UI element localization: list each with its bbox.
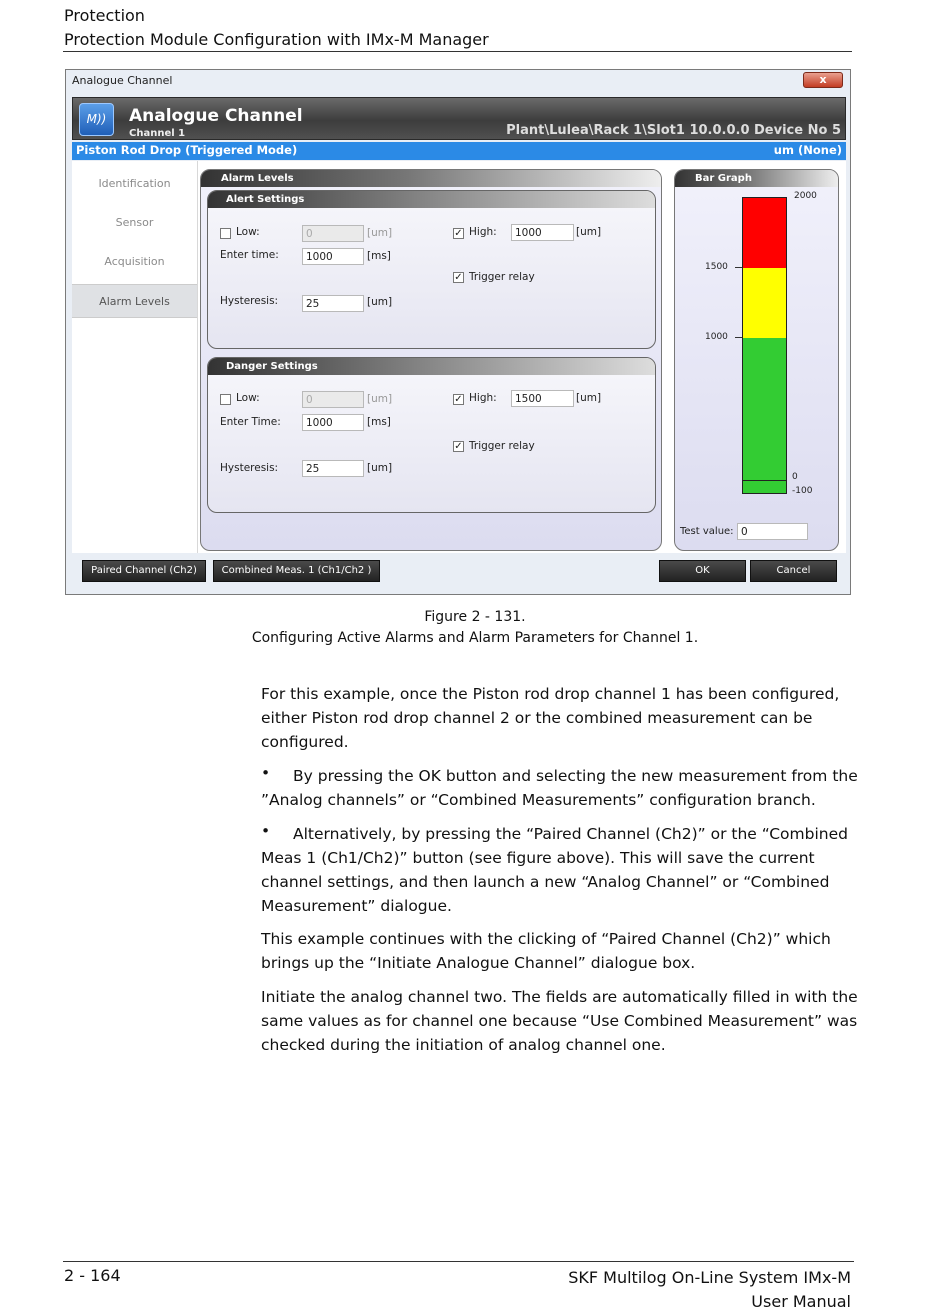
- danger-trigger-relay-label: Trigger relay: [469, 440, 535, 452]
- alert-high-checkbox[interactable]: ✓: [454, 228, 463, 239]
- alert-zone: [743, 268, 786, 338]
- tick-label-0: 0: [792, 472, 798, 482]
- paragraph-2: This example continues with the clicking of “Paired Channel (Ch2)” which brings up the “Initiate Analogue Channel” dialogue box.: [261, 930, 831, 972]
- alarm-levels-panel: [200, 169, 662, 551]
- ok-button[interactable]: OK: [659, 560, 746, 582]
- level-bar: [742, 197, 787, 494]
- danger-high-input[interactable]: 1500: [511, 390, 574, 407]
- settings-nav: [72, 161, 198, 553]
- danger-settings-title: Danger Settings: [208, 358, 655, 375]
- banner-title: Analogue Channel: [129, 106, 303, 126]
- header-divider: [63, 51, 852, 52]
- danger-low-unit: [um]: [367, 393, 393, 405]
- nav-item-alarm-levels[interactable]: Alarm Levels: [72, 284, 197, 318]
- paragraph-1: For this example, once the Piston rod drop channel 1 has been configured, either Piston rod drop channel 2 or the combined measurement can be configured.: [261, 685, 840, 751]
- measurement-unit: um (None): [773, 143, 842, 157]
- paragraph-3: Initiate the analog channel two. The fields are automatically filled in with the same values as for channel one because “Use Combined Measurement” was checked during the initiation of analog channel one.: [261, 988, 858, 1054]
- alert-low-input[interactable]: 0: [302, 225, 364, 242]
- danger-high-checkbox[interactable]: ✓: [454, 394, 463, 405]
- alert-enter-time-unit: [ms]: [367, 250, 391, 262]
- tick-label-1000: 1000: [705, 332, 728, 342]
- danger-trigger-relay-checkbox[interactable]: ✓: [454, 441, 463, 452]
- zero-line: [743, 480, 786, 481]
- footer-divider: [63, 1261, 854, 1262]
- bullet-icon: •: [261, 764, 271, 782]
- page-number: 2 - 164: [64, 1266, 121, 1285]
- danger-hysteresis-input[interactable]: 25: [302, 460, 364, 477]
- alert-trigger-relay-label: Trigger relay: [469, 271, 535, 283]
- footer-doc-name: User Manual: [751, 1292, 851, 1311]
- tick-label-1500: 1500: [705, 262, 728, 272]
- header-chapter-title: Protection Module Configuration with IMx-M Manager: [64, 30, 489, 49]
- alert-enter-time-label: Enter time:: [220, 249, 279, 261]
- test-value-label: Test value:: [680, 526, 734, 537]
- signal-logo-icon: M)): [79, 103, 114, 136]
- tick-mark-1000: [735, 337, 742, 338]
- combined-meas-button[interactable]: Combined Meas. 1 (Ch1/Ch2 ): [213, 560, 380, 582]
- danger-hysteresis-unit: [um]: [367, 462, 393, 474]
- dialog-banner: [72, 97, 846, 140]
- tick-label-2000: 2000: [794, 191, 817, 201]
- danger-hysteresis-label: Hysteresis:: [220, 462, 279, 474]
- danger-low-label: Low:: [236, 392, 260, 404]
- bar-graph-panel: [674, 169, 839, 551]
- header-section-title: Protection: [64, 6, 145, 25]
- tick-mark-1500: [735, 267, 742, 268]
- analogue-channel-dialog: [65, 69, 851, 595]
- alert-settings-group: [207, 190, 656, 349]
- danger-enter-time-input[interactable]: 1000: [302, 414, 364, 431]
- alert-high-input[interactable]: 1000: [511, 224, 574, 241]
- alert-high-label: High:: [469, 226, 497, 238]
- alert-enter-time-input[interactable]: 1000: [302, 248, 364, 265]
- cancel-button[interactable]: Cancel: [750, 560, 837, 582]
- alert-low-checkbox[interactable]: [220, 228, 231, 239]
- device-path: Plant\Lulea\Rack 1\Slot1 10.0.0.0 Device No 5: [506, 123, 841, 138]
- window-title: Analogue Channel: [72, 74, 173, 87]
- bullet-icon: •: [261, 822, 271, 840]
- danger-settings-group: [207, 357, 656, 513]
- bar-graph-title: Bar Graph: [675, 170, 838, 187]
- banner-subtitle: Channel 1: [129, 128, 186, 139]
- figure-number: Figure 2 - 131.: [424, 609, 526, 625]
- danger-high-label: High:: [469, 392, 497, 404]
- alert-hysteresis-input[interactable]: 25: [302, 295, 364, 312]
- tick-label-minus-100: -100: [792, 486, 813, 496]
- nav-item-identification[interactable]: Identification: [98, 177, 171, 190]
- bullet-item-2: Alternatively, by pressing the “Paired Channel (Ch2)” or the “Combined Meas 1 (Ch1/Ch2)” button (see figure above). This will save the current channel settings, and then launch a new “Analog Channel” or “Combined Measurement” dialogue.: [261, 825, 848, 915]
- figure-caption: Configuring Active Alarms and Alarm Parameters for Channel 1.: [251, 630, 699, 646]
- alert-low-label: Low:: [236, 226, 260, 238]
- danger-zone: [743, 198, 786, 268]
- danger-enter-time-label: Enter Time:: [220, 416, 281, 428]
- alert-hysteresis-label: Hysteresis:: [220, 295, 279, 307]
- alert-high-unit: [um]: [576, 226, 602, 238]
- footer-product-name: SKF Multilog On-Line System IMx-M: [568, 1268, 851, 1287]
- bullet-item-1: By pressing the OK button and selecting the new measurement from the ”Analog channels” or “Combined Measurements” configuration branch.: [261, 767, 858, 809]
- alert-low-unit: [um]: [367, 227, 393, 239]
- footer-product: [568, 1266, 851, 1314]
- nav-item-sensor[interactable]: Sensor: [115, 216, 154, 229]
- dialog-main-area: [72, 161, 846, 553]
- danger-high-unit: [um]: [576, 392, 602, 404]
- test-value-input[interactable]: 0: [737, 523, 808, 540]
- measurement-bar: [72, 142, 846, 160]
- danger-low-input[interactable]: 0: [302, 391, 364, 408]
- danger-low-checkbox[interactable]: [220, 394, 231, 405]
- close-icon[interactable]: x: [803, 72, 843, 88]
- alert-trigger-relay-checkbox[interactable]: ✓: [454, 272, 463, 283]
- measurement-name: Piston Rod Drop (Triggered Mode): [76, 143, 298, 157]
- danger-enter-time-unit: [ms]: [367, 416, 391, 428]
- alarm-levels-title: Alarm Levels: [201, 170, 661, 187]
- alert-hysteresis-unit: [um]: [367, 296, 393, 308]
- alert-settings-title: Alert Settings: [208, 191, 655, 208]
- paired-channel-button[interactable]: Paired Channel (Ch2): [82, 560, 206, 582]
- nav-item-acquisition[interactable]: Acquisition: [104, 255, 165, 268]
